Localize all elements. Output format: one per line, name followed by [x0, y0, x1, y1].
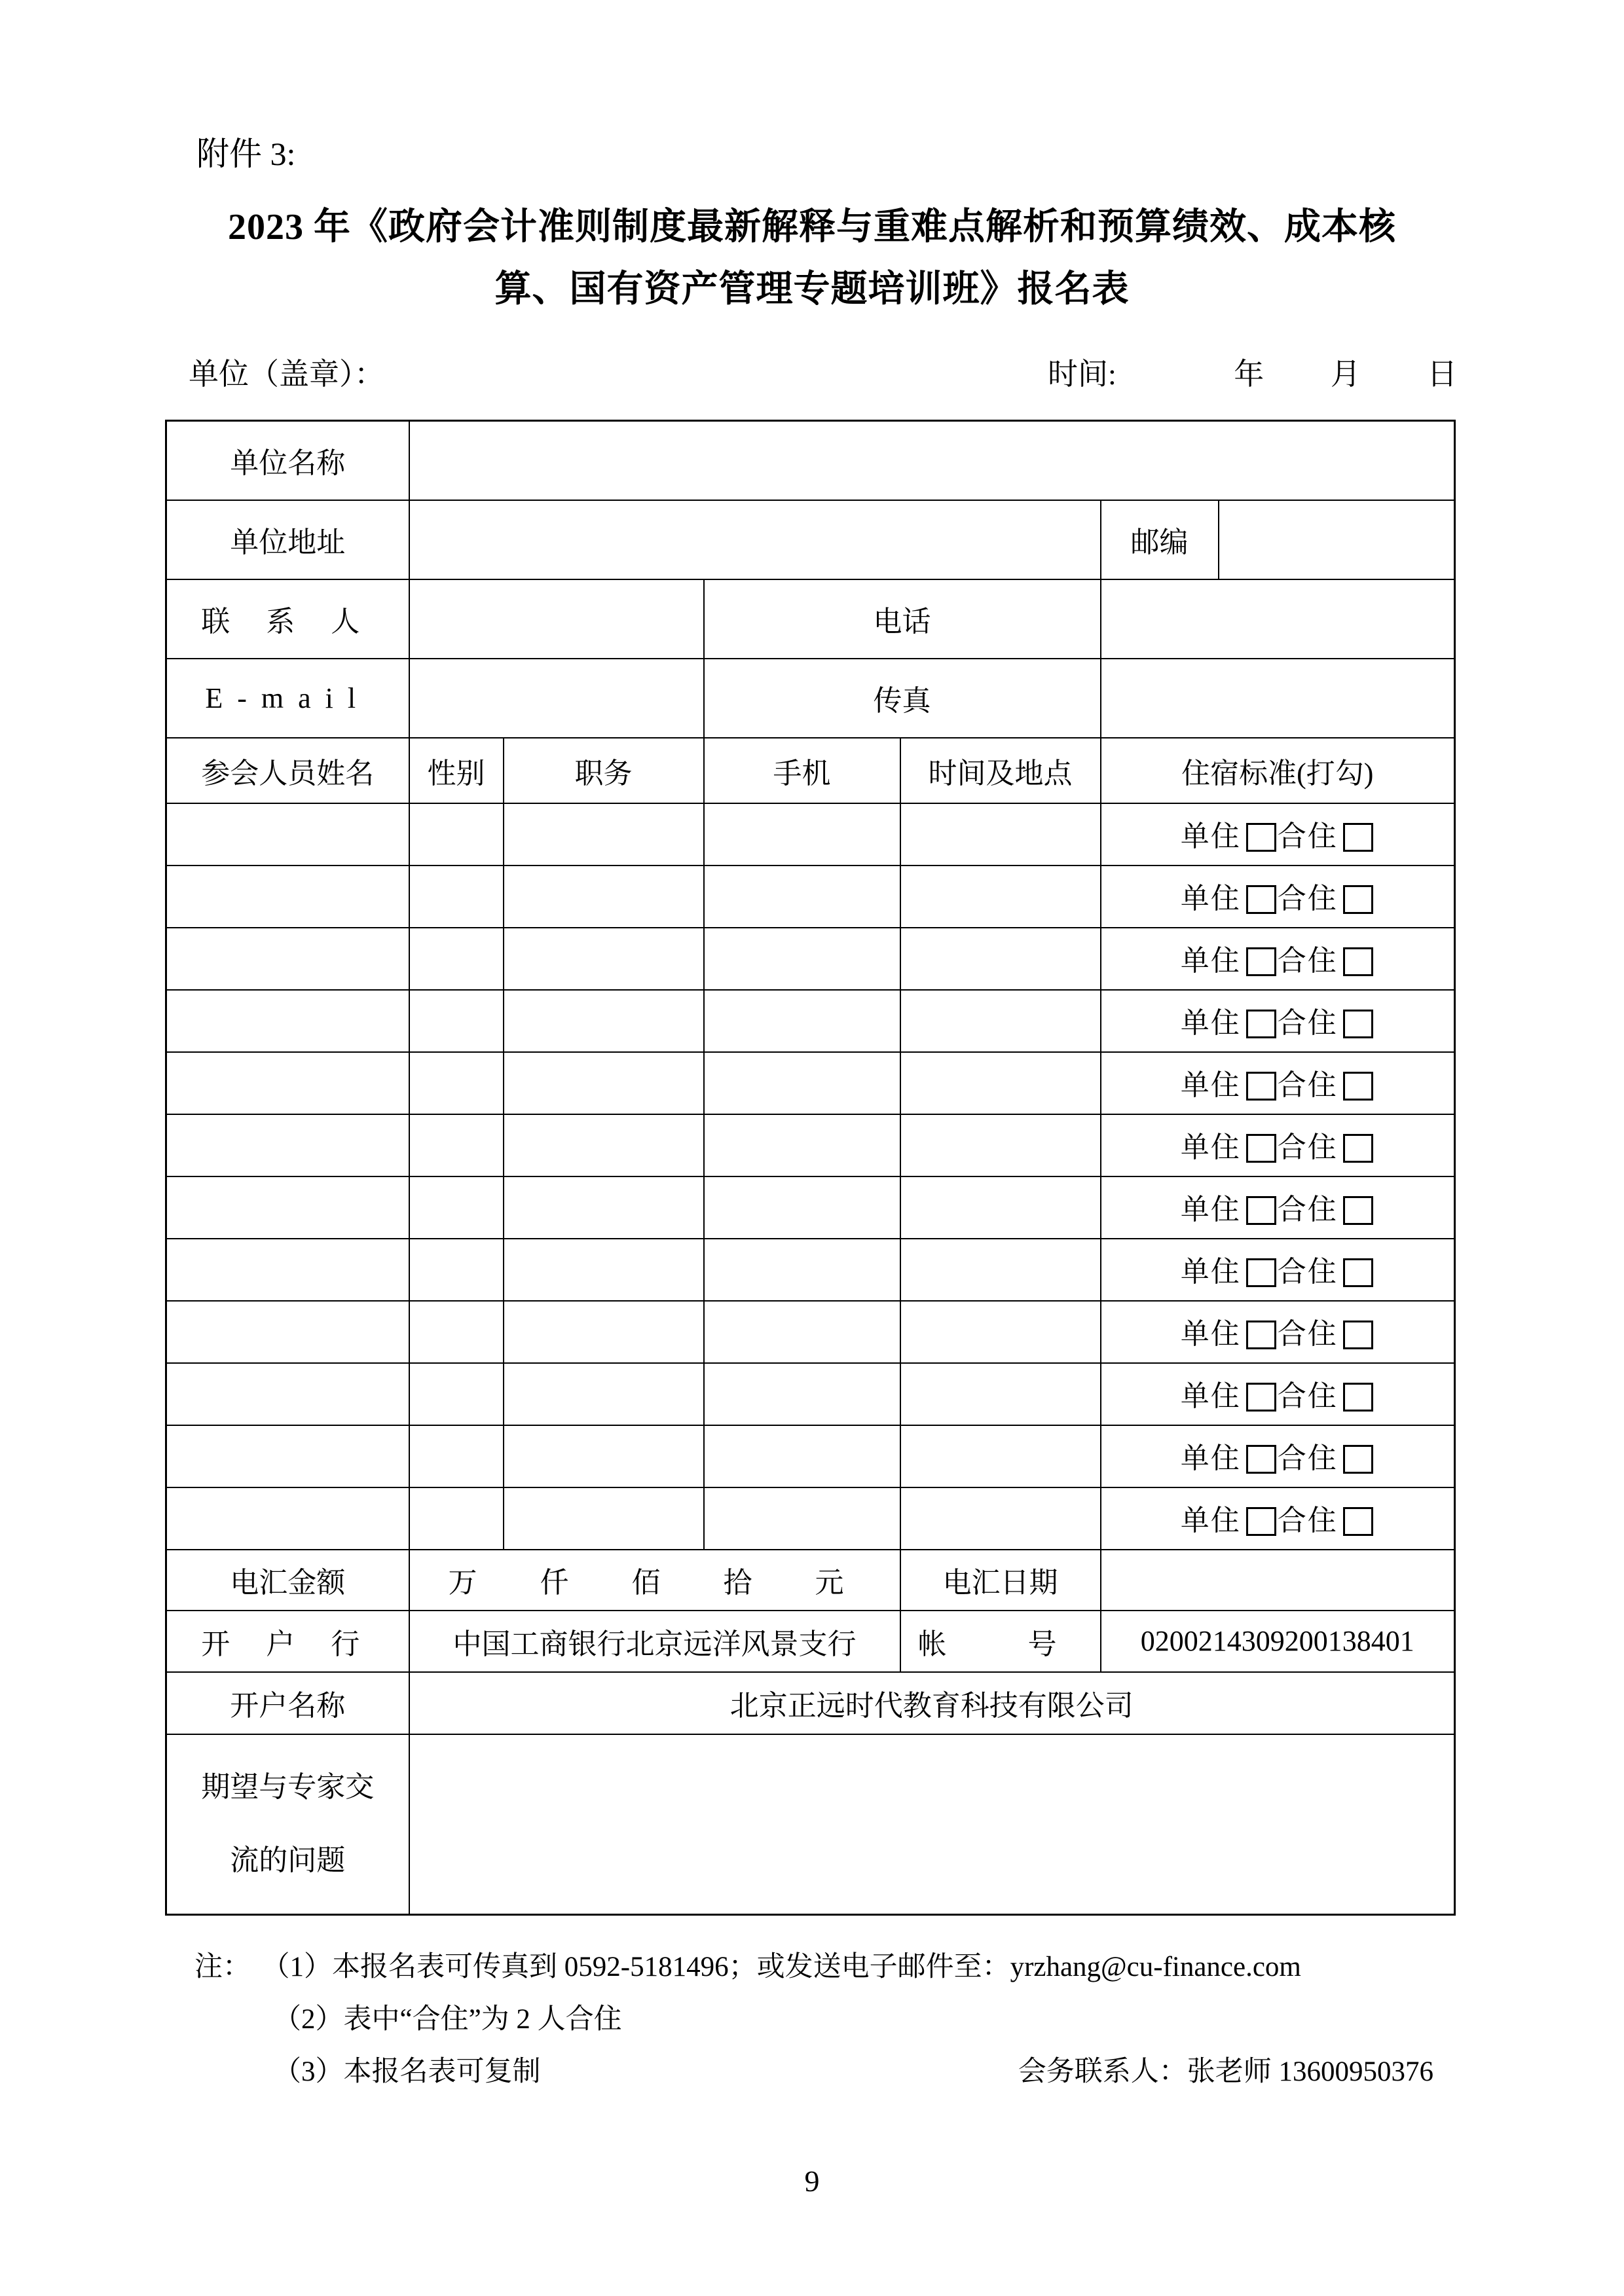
- participant-row: [166, 990, 1455, 1052]
- shared-room-checkbox[interactable]: [1343, 823, 1373, 852]
- unit-name-label-cell: 单位名称: [166, 421, 409, 500]
- bank-row: [166, 1611, 1455, 1672]
- single-room-label: 单住: [1180, 945, 1241, 977]
- single-room-label: 单住: [1180, 1318, 1241, 1351]
- housing-standard-cell: [1101, 1114, 1455, 1176]
- shared-room-label: 合住: [1277, 1194, 1338, 1226]
- participant-time-place-cell[interactable]: [900, 1301, 1101, 1363]
- remittance-date-label-cell: 电汇日期: [900, 1550, 1101, 1611]
- participant-name-cell[interactable]: [166, 1176, 409, 1239]
- participant-gender-cell[interactable]: [409, 866, 504, 928]
- participant-mobile-cell[interactable]: [704, 1363, 900, 1425]
- participant-time-place-cell[interactable]: [900, 1052, 1101, 1114]
- header-mobile-cell: 手机: [704, 738, 900, 803]
- single-room-checkbox[interactable]: [1246, 947, 1276, 976]
- contact-row: [166, 579, 1455, 659]
- participant-mobile-cell[interactable]: [704, 1425, 900, 1487]
- shared-room-checkbox[interactable]: [1343, 1445, 1373, 1474]
- participant-mobile-cell[interactable]: [704, 1301, 900, 1363]
- single-room-checkbox[interactable]: [1246, 1072, 1276, 1101]
- fax-input-cell[interactable]: [1101, 659, 1455, 738]
- unit-address-row: [166, 500, 1455, 579]
- participant-mobile-cell[interactable]: [704, 1052, 900, 1114]
- participant-gender-cell[interactable]: [409, 990, 504, 1052]
- single-room-checkbox[interactable]: [1246, 1134, 1276, 1163]
- email-label-cell: E-mail: [166, 659, 409, 738]
- shared-room-label: 合住: [1277, 1380, 1338, 1413]
- page-title: [170, 196, 1454, 321]
- date-line: [1048, 350, 1457, 393]
- participant-gender-cell[interactable]: [409, 1363, 504, 1425]
- single-room-checkbox[interactable]: [1246, 823, 1276, 852]
- housing-standard-cell: [1101, 1425, 1455, 1487]
- expectation-label-line2: 流的问题: [230, 1844, 346, 1877]
- shared-room-label: 合住: [1277, 1318, 1338, 1351]
- month-label: 月: [1330, 357, 1361, 391]
- single-room-checkbox[interactable]: [1246, 1507, 1276, 1536]
- unit-name-row: [166, 421, 1455, 500]
- participant-mobile-cell[interactable]: [704, 928, 900, 990]
- participant-row: [166, 1425, 1455, 1487]
- phone-label-cell: 电话: [704, 579, 1101, 659]
- participant-name-cell[interactable]: [166, 1425, 409, 1487]
- header-housing-cell: 住宿标准(打勾): [1101, 738, 1455, 803]
- unit-name-input-cell[interactable]: [409, 421, 1455, 500]
- account-label-cell: 帐 号: [900, 1611, 1101, 1672]
- email-row: [166, 659, 1455, 738]
- note-line-1: [194, 1941, 1433, 1994]
- account-name-label-cell: 开户名称: [166, 1672, 409, 1734]
- shared-room-checkbox[interactable]: [1343, 1134, 1373, 1163]
- single-room-checkbox[interactable]: [1246, 885, 1276, 914]
- account-name-row: [166, 1672, 1455, 1734]
- bank-label-cell: 开 户 行: [166, 1611, 409, 1672]
- single-room-label: 单住: [1180, 1380, 1241, 1413]
- housing-standard-cell: [1101, 1239, 1455, 1301]
- participant-time-place-cell[interactable]: [900, 1487, 1101, 1550]
- single-room-label: 单住: [1180, 1442, 1241, 1475]
- participant-position-cell[interactable]: [504, 990, 704, 1052]
- participant-row: [166, 1239, 1455, 1301]
- postcode-input-cell[interactable]: [1219, 500, 1455, 579]
- participant-gender-cell[interactable]: [409, 1425, 504, 1487]
- participant-position-cell[interactable]: [504, 1052, 704, 1114]
- shared-room-checkbox[interactable]: [1343, 947, 1373, 976]
- bank-name-cell: 中国工商银行北京远洋风景支行: [409, 1611, 900, 1672]
- shared-room-checkbox[interactable]: [1343, 1321, 1373, 1349]
- participant-gender-cell[interactable]: [409, 1487, 504, 1550]
- participants-header-row: [166, 738, 1455, 803]
- participant-position-cell[interactable]: [504, 1176, 704, 1239]
- single-room-checkbox[interactable]: [1246, 1321, 1276, 1349]
- remittance-row: [166, 1550, 1455, 1611]
- participant-mobile-cell[interactable]: [704, 1176, 900, 1239]
- participant-time-place-cell[interactable]: [900, 1239, 1101, 1301]
- year-label: 年: [1234, 357, 1264, 391]
- expectation-label-line1: 期望与专家交: [201, 1771, 375, 1804]
- participant-name-cell[interactable]: [166, 1487, 409, 1550]
- note-line-2: [194, 1994, 1433, 2046]
- participant-name-cell[interactable]: [166, 1052, 409, 1114]
- participant-mobile-cell[interactable]: [704, 803, 900, 866]
- page-number: 9: [804, 2164, 820, 2198]
- participant-name-cell[interactable]: [166, 1363, 409, 1425]
- notes-section: [194, 1941, 1433, 2098]
- shared-room-label: 合住: [1277, 820, 1338, 853]
- housing-standard-cell: [1101, 1363, 1455, 1425]
- participant-mobile-cell[interactable]: [704, 1114, 900, 1176]
- expectation-row: [166, 1734, 1455, 1915]
- single-room-checkbox[interactable]: [1246, 1196, 1276, 1225]
- shared-room-checkbox[interactable]: [1343, 1010, 1373, 1038]
- unit-address-label-cell: 单位地址: [166, 500, 409, 579]
- account-number-cell: 0200214309200138401: [1101, 1611, 1455, 1672]
- remittance-amount-label-cell: 电汇金额: [166, 1550, 409, 1611]
- single-room-label: 单住: [1180, 1194, 1241, 1226]
- participant-mobile-cell[interactable]: [704, 866, 900, 928]
- single-room-label: 单住: [1180, 1069, 1241, 1102]
- participant-position-cell[interactable]: [504, 928, 704, 990]
- housing-standard-cell: [1101, 803, 1455, 866]
- remittance-date-input-cell[interactable]: [1101, 1550, 1455, 1611]
- housing-standard-cell: [1101, 990, 1455, 1052]
- single-room-label: 单住: [1180, 1131, 1241, 1164]
- participant-name-cell[interactable]: [166, 1114, 409, 1176]
- account-name-cell: 北京正远时代教育科技有限公司: [409, 1672, 1455, 1734]
- participant-time-place-cell[interactable]: [900, 1176, 1101, 1239]
- housing-standard-cell: [1101, 1301, 1455, 1363]
- shared-room-checkbox[interactable]: [1343, 1258, 1373, 1287]
- participant-time-place-cell[interactable]: [900, 866, 1101, 928]
- unit-seal-label: 单位（盖章）：: [189, 357, 384, 391]
- participant-time-place-cell[interactable]: [900, 1425, 1101, 1487]
- shared-room-label: 合住: [1277, 945, 1338, 977]
- participant-time-place-cell[interactable]: [900, 928, 1101, 990]
- participant-time-place-cell[interactable]: [900, 1114, 1101, 1176]
- shared-room-label: 合住: [1277, 1069, 1338, 1102]
- participant-gender-cell[interactable]: [409, 1239, 504, 1301]
- note-2-text: （2）表中“合住”为 2 人合住: [273, 2004, 622, 2035]
- participant-time-place-cell[interactable]: [900, 803, 1101, 866]
- shared-room-label: 合住: [1277, 1007, 1338, 1040]
- participant-time-place-cell[interactable]: [900, 1363, 1101, 1425]
- note-line-3: [194, 2046, 1433, 2098]
- phone-input-cell[interactable]: [1101, 579, 1455, 659]
- header-gender-cell: 性别: [409, 738, 504, 803]
- participant-row: [166, 928, 1455, 990]
- participant-gender-cell[interactable]: [409, 1114, 504, 1176]
- shared-room-checkbox[interactable]: [1343, 1383, 1373, 1412]
- shared-room-label: 合住: [1277, 1504, 1338, 1537]
- postcode-label-cell: 邮编: [1101, 500, 1219, 579]
- participant-position-cell[interactable]: [504, 1425, 704, 1487]
- preamble-row: [0, 350, 1624, 391]
- conference-contact: 会务联系人：张老师 13600950376: [1018, 2056, 1433, 2087]
- participant-position-cell[interactable]: [504, 1114, 704, 1176]
- single-room-checkbox[interactable]: [1246, 1010, 1276, 1038]
- header-time-place-cell: 时间及地点: [900, 738, 1101, 803]
- shared-room-checkbox[interactable]: [1343, 1072, 1373, 1101]
- participant-row: [166, 1176, 1455, 1239]
- header-position-cell: 职务: [504, 738, 704, 803]
- participant-name-cell[interactable]: [166, 803, 409, 866]
- housing-standard-cell: [1101, 928, 1455, 990]
- single-room-checkbox[interactable]: [1246, 1445, 1276, 1474]
- contact-input-cell[interactable]: [409, 579, 704, 659]
- participant-gender-cell[interactable]: [409, 1052, 504, 1114]
- participant-position-cell[interactable]: [504, 1363, 704, 1425]
- single-room-label: 单住: [1180, 820, 1241, 853]
- participant-position-cell[interactable]: [504, 866, 704, 928]
- header-name-cell: 参会人员姓名: [166, 738, 409, 803]
- title-line-1: 2023 年《政府会计准则制度最新解释与重难点解析和预算绩效、成本核: [228, 207, 1396, 247]
- housing-standard-cell: [1101, 1052, 1455, 1114]
- participant-mobile-cell[interactable]: [704, 1239, 900, 1301]
- participant-position-cell[interactable]: [504, 1487, 704, 1550]
- expectation-label-cell: [166, 1734, 409, 1915]
- single-room-checkbox[interactable]: [1246, 1258, 1276, 1287]
- participant-position-cell[interactable]: [504, 1301, 704, 1363]
- participant-row: [166, 1114, 1455, 1176]
- note-3-text: （3）本报名表可复制: [273, 2056, 541, 2087]
- housing-standard-cell: [1101, 866, 1455, 928]
- participant-gender-cell[interactable]: [409, 1176, 504, 1239]
- title-line-2: 算、国有资产管理专题培训班》报名表: [494, 269, 1130, 310]
- participant-gender-cell[interactable]: [409, 803, 504, 866]
- single-room-label: 单住: [1180, 1007, 1241, 1040]
- participant-name-cell[interactable]: [166, 928, 409, 990]
- note-prefix: 注：: [194, 1952, 251, 1982]
- participant-name-cell[interactable]: [166, 1301, 409, 1363]
- attachment-label: 附件 3:: [196, 136, 296, 172]
- participant-row: [166, 1301, 1455, 1363]
- expectation-input-cell[interactable]: [409, 1734, 1455, 1915]
- participant-name-cell[interactable]: [166, 1239, 409, 1301]
- participant-name-cell[interactable]: [166, 990, 409, 1052]
- participant-row: [166, 1487, 1455, 1550]
- participant-row: [166, 1052, 1455, 1114]
- housing-standard-cell: [1101, 1487, 1455, 1550]
- participant-row: [166, 803, 1455, 866]
- single-room-label: 单住: [1180, 1256, 1241, 1288]
- participant-row: [166, 866, 1455, 928]
- participant-gender-cell[interactable]: [409, 1301, 504, 1363]
- day-label: 日: [1427, 357, 1458, 391]
- fax-label-cell: 传真: [704, 659, 1101, 738]
- participant-time-place-cell[interactable]: [900, 990, 1101, 1052]
- shared-room-checkbox[interactable]: [1343, 885, 1373, 914]
- participant-mobile-cell[interactable]: [704, 990, 900, 1052]
- single-room-label: 单住: [1180, 883, 1241, 915]
- shared-room-label: 合住: [1277, 1256, 1338, 1288]
- contact-label-cell: 联 系 人: [166, 579, 409, 659]
- participant-row: [166, 1363, 1455, 1425]
- time-label: 时间:: [1048, 357, 1116, 391]
- housing-standard-cell: [1101, 1176, 1455, 1239]
- shared-room-checkbox[interactable]: [1343, 1196, 1373, 1225]
- single-room-label: 单住: [1180, 1504, 1241, 1537]
- email-input-cell[interactable]: [409, 659, 704, 738]
- participant-mobile-cell[interactable]: [704, 1487, 900, 1550]
- registration-table: [165, 420, 1456, 1916]
- participant-name-cell[interactable]: [166, 866, 409, 928]
- participant-position-cell[interactable]: [504, 1239, 704, 1301]
- participant-gender-cell[interactable]: [409, 928, 504, 990]
- unit-address-input-cell[interactable]: [409, 500, 1101, 579]
- shared-room-label: 合住: [1277, 1442, 1338, 1475]
- shared-room-checkbox[interactable]: [1343, 1507, 1373, 1536]
- remittance-units-cell[interactable]: 万 仟 佰 拾 元: [409, 1550, 900, 1611]
- shared-room-label: 合住: [1277, 1131, 1338, 1164]
- shared-room-label: 合住: [1277, 883, 1338, 915]
- participant-position-cell[interactable]: [504, 803, 704, 866]
- note-1-text: （1）本报名表可传真到 0592-5181496；或发送电子邮件至：yrzhang@cu-finance.com: [276, 1952, 1301, 1982]
- single-room-checkbox[interactable]: [1246, 1383, 1276, 1412]
